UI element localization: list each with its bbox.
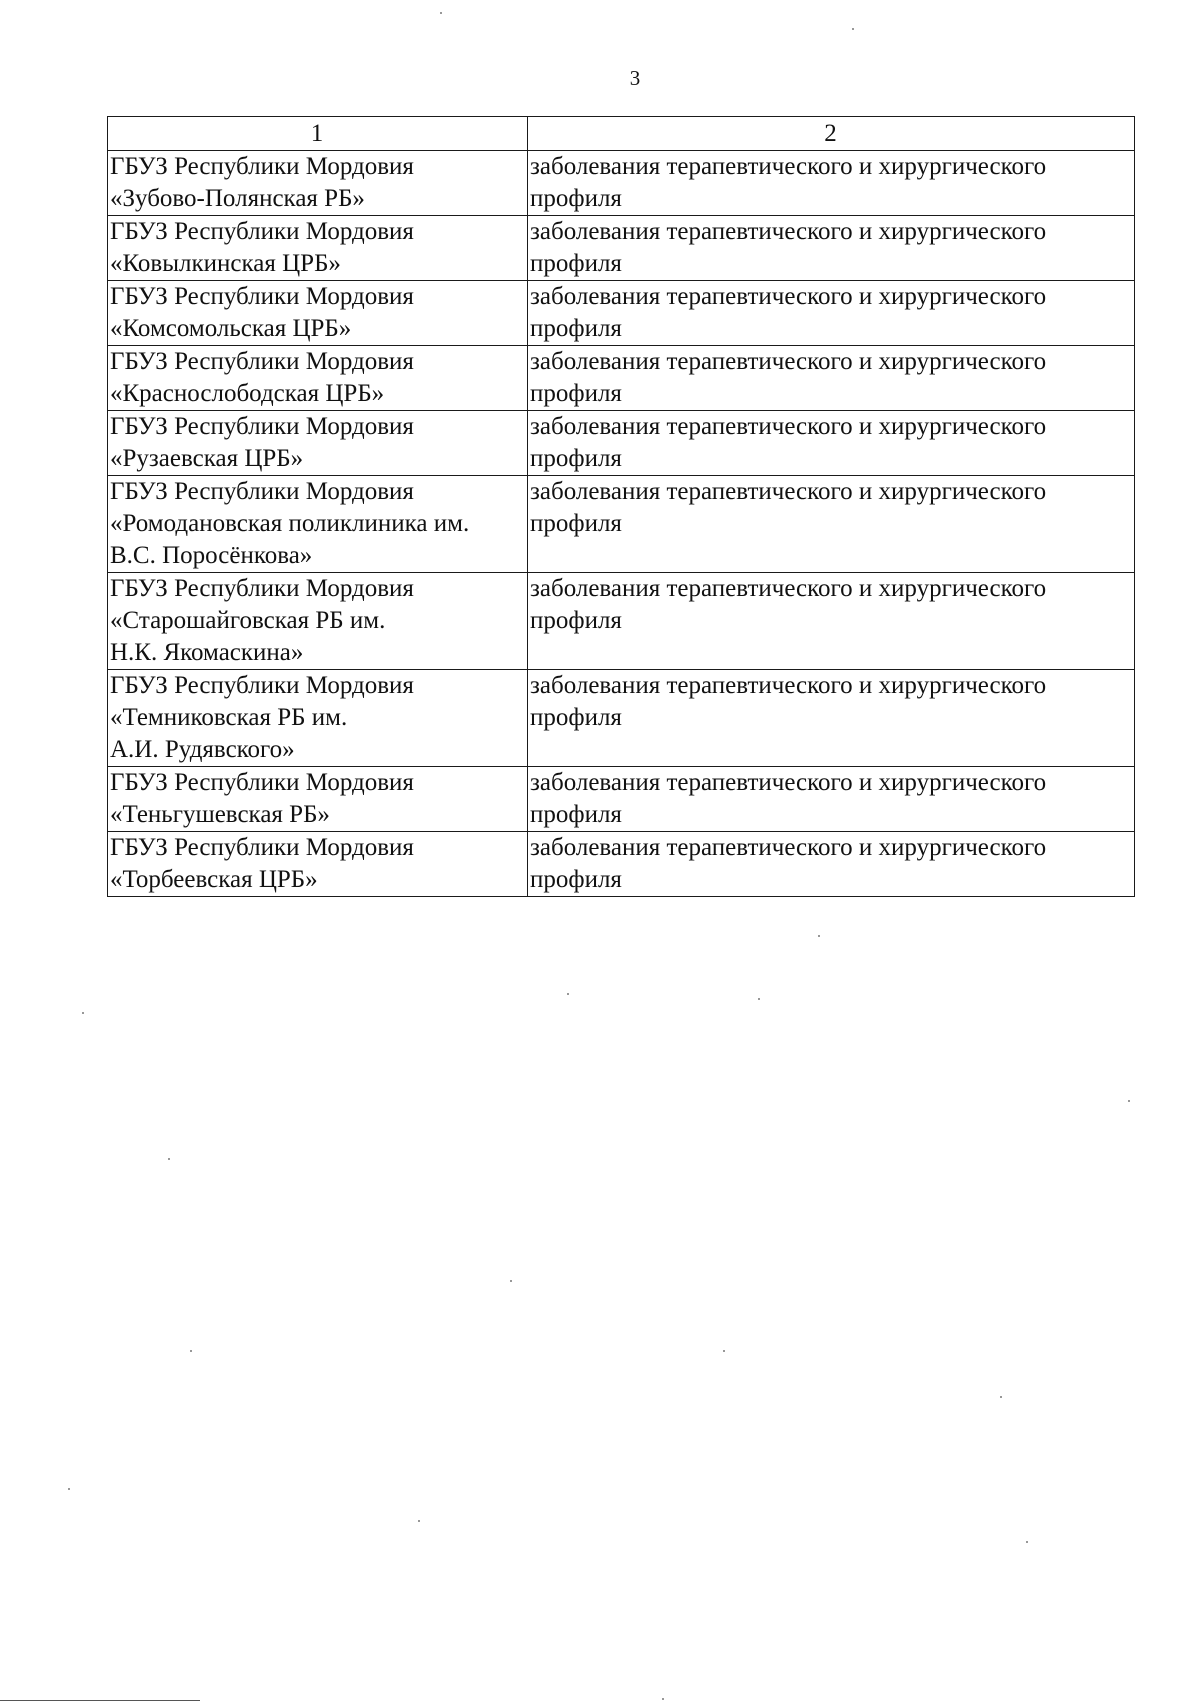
facility-name-cell xyxy=(108,670,528,767)
scan-speck xyxy=(82,1012,84,1014)
profile-line: заболевания терапевтического и хирургического xyxy=(530,413,1047,440)
profile-line: профиля xyxy=(530,185,622,212)
table-row xyxy=(108,573,1135,670)
profile-line: профиля xyxy=(530,445,622,472)
scan-speck xyxy=(68,1488,70,1490)
profile-line: заболевания терапевтического и хирургического xyxy=(530,672,1047,699)
column-header-1: 1 xyxy=(108,117,528,151)
profile-line: профиля xyxy=(530,704,622,731)
facility-name-line: ГБУЗ Республики Мордовия xyxy=(110,153,414,180)
scan-speck xyxy=(1128,1100,1130,1102)
facility-table-body xyxy=(108,117,1135,897)
facility-name-line: ГБУЗ Республики Мордовия xyxy=(110,283,414,310)
facility-name-cell xyxy=(108,411,528,476)
facility-name-cell xyxy=(108,573,528,670)
table-row xyxy=(108,346,1135,411)
profile-line: профиля xyxy=(530,380,622,407)
column-header-2: 2 xyxy=(528,117,1135,151)
facility-name-line: «Комсомольская ЦРБ» xyxy=(110,315,352,342)
scan-speck xyxy=(662,1698,664,1700)
facility-name-line: ГБУЗ Республики Мордовия xyxy=(110,348,414,375)
facility-name-line: «Краснослободская ЦРБ» xyxy=(110,380,385,407)
scan-speck xyxy=(852,28,854,30)
facility-name-cell xyxy=(108,476,528,573)
scan-speck xyxy=(1026,1541,1028,1543)
page-edge-line xyxy=(0,1700,200,1701)
profile-line: заболевания терапевтического и хирургического xyxy=(530,769,1047,796)
profile-line: профиля xyxy=(530,315,622,342)
profile-cell xyxy=(528,151,1135,216)
scan-speck xyxy=(758,998,760,1000)
profile-cell xyxy=(528,281,1135,346)
profile-line: профиля xyxy=(530,801,622,828)
profile-line: заболевания терапевтического и хирургического xyxy=(530,348,1047,375)
facility-name-line: ГБУЗ Республики Мордовия xyxy=(110,478,414,505)
facility-name-line: «Темниковская РБ им. xyxy=(110,704,348,731)
profile-cell xyxy=(528,216,1135,281)
facility-name-line: «Теньгушевская РБ» xyxy=(110,801,330,828)
profile-line: заболевания терапевтического и хирургического xyxy=(530,834,1047,861)
profile-line: заболевания терапевтического и хирургического xyxy=(530,218,1047,245)
profile-line: профиля xyxy=(530,250,622,277)
profile-line: профиля xyxy=(530,866,622,893)
profile-line: заболевания терапевтического и хирургического xyxy=(530,153,1047,180)
scan-speck xyxy=(818,935,820,937)
facility-name-line: В.С. Поросёнкова» xyxy=(110,542,313,569)
facility-name-line: ГБУЗ Республики Мордовия xyxy=(110,218,414,245)
table-row xyxy=(108,151,1135,216)
facility-name-line: «Рузаевская ЦРБ» xyxy=(110,445,304,472)
facility-name-line: А.И. Рудявского» xyxy=(110,736,295,763)
facility-name-line: ГБУЗ Республики Мордовия xyxy=(110,575,414,602)
table-header-row xyxy=(108,117,1135,151)
table-row xyxy=(108,216,1135,281)
scan-speck xyxy=(510,1280,512,1282)
profile-line: заболевания терапевтического и хирургического xyxy=(530,575,1047,602)
profile-cell xyxy=(528,476,1135,573)
scan-speck xyxy=(190,1350,192,1352)
profile-cell xyxy=(528,411,1135,476)
facility-name-line: ГБУЗ Республики Мордовия xyxy=(110,834,414,861)
facility-name-cell xyxy=(108,281,528,346)
scan-speck xyxy=(1000,1396,1002,1398)
profile-line: профиля xyxy=(530,510,622,537)
table-row xyxy=(108,767,1135,832)
scan-speck xyxy=(168,1158,170,1160)
profile-line: заболевания терапевтического и хирургического xyxy=(530,283,1047,310)
table-row xyxy=(108,411,1135,476)
profile-cell xyxy=(528,346,1135,411)
facility-name-cell xyxy=(108,216,528,281)
profile-line: заболевания терапевтического и хирургического xyxy=(530,478,1047,505)
table-row xyxy=(108,832,1135,897)
facility-name-line: «Зубово-Полянская РБ» xyxy=(110,185,365,212)
table-row xyxy=(108,670,1135,767)
facility-name-line: «Торбеевская ЦРБ» xyxy=(110,866,318,893)
scan-speck xyxy=(723,1350,725,1352)
facility-name-cell xyxy=(108,832,528,897)
profile-cell xyxy=(528,767,1135,832)
scan-speck xyxy=(418,1520,420,1522)
facility-name-line: Н.К. Якомаскина» xyxy=(110,639,304,666)
facility-name-cell xyxy=(108,151,528,216)
facility-table xyxy=(107,116,1135,897)
facility-name-line: «Ковылкинская ЦРБ» xyxy=(110,250,341,277)
facility-name-line: «Ромодановская поликлиника им. xyxy=(110,510,470,537)
scan-speck xyxy=(440,12,442,14)
facility-name-line: ГБУЗ Республики Мордовия xyxy=(110,413,414,440)
facility-name-line: ГБУЗ Республики Мордовия xyxy=(110,672,414,699)
scan-speck xyxy=(567,993,569,995)
facility-name-cell xyxy=(108,346,528,411)
profile-cell xyxy=(528,573,1135,670)
facility-name-line: «Старошайговская РБ им. xyxy=(110,607,386,634)
page-number: 3 xyxy=(629,66,641,90)
facility-name-line: ГБУЗ Республики Мордовия xyxy=(110,769,414,796)
table-row xyxy=(108,476,1135,573)
profile-cell xyxy=(528,832,1135,897)
table-row xyxy=(108,281,1135,346)
facility-name-cell xyxy=(108,767,528,832)
profile-line: профиля xyxy=(530,607,622,634)
profile-cell xyxy=(528,670,1135,767)
